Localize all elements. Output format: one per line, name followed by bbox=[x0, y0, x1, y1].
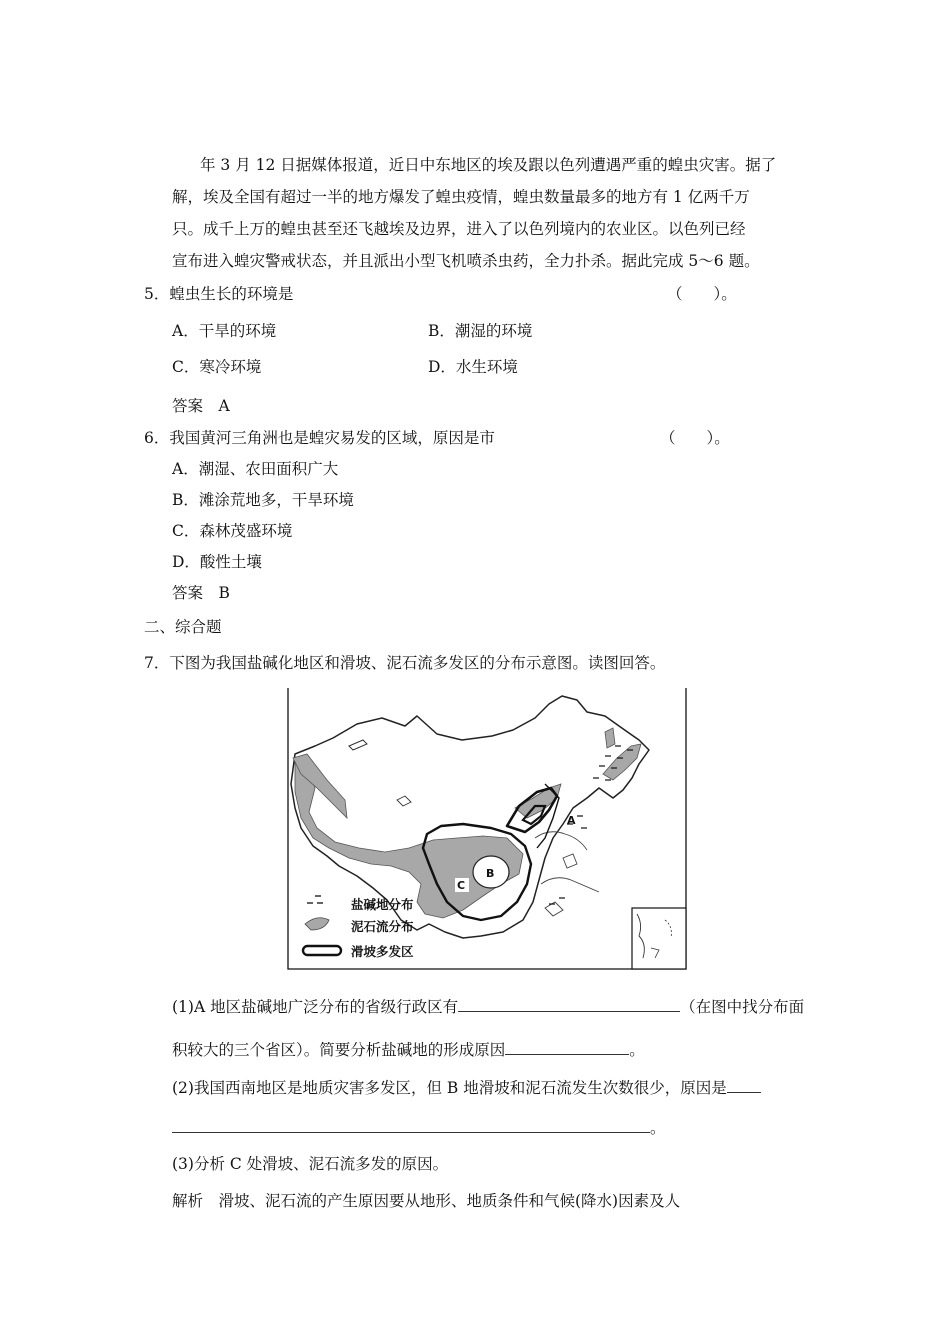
q7-sub1-text-c: 积较大的三个省区）。简要分析盐碱地的形成原因 bbox=[172, 1041, 506, 1059]
q5-option-d: D．水生环境 bbox=[428, 358, 518, 376]
q7-sub2-end: 。 bbox=[650, 1119, 666, 1137]
legend-landslide-icon bbox=[303, 946, 341, 955]
q7-sub1-text-a: (1)A 地区盐碱地广泛分布的省级行政区有 bbox=[172, 998, 459, 1016]
debris-region-ne-small bbox=[605, 728, 615, 748]
q7-stem: 7．下图为我国盐碱化地区和滑坡、泥石流多发区的分布示意图。读图回答。 bbox=[144, 654, 666, 672]
q6-answer: 答案 B bbox=[172, 584, 230, 602]
q6-option-a: A．潮湿、农田面积广大 bbox=[172, 460, 339, 478]
q7-sub1-line1 bbox=[172, 996, 804, 1018]
intro-line-2: 解，埃及全国有超过一半的地方爆发了蝗虫疫情，蝗虫数量最多的地方有 1 亿两千万 bbox=[172, 188, 750, 206]
q7-sub3: (3)分析 C 处滑坡、泥石流多发的原因。 bbox=[172, 1155, 449, 1173]
q7-sub1-blank-2[interactable] bbox=[505, 1040, 629, 1055]
q7-sub1-line2 bbox=[172, 1039, 645, 1061]
q7-sub1-text-b: （在图中找分布面 bbox=[680, 998, 805, 1016]
legend-saline-label: 盐碱地分布 bbox=[351, 897, 414, 912]
q7-sub1-end: 。 bbox=[629, 1041, 645, 1059]
q7-sub1-blank-1[interactable] bbox=[458, 997, 680, 1012]
legend-landslide-label: 滑坡多发区 bbox=[351, 944, 414, 959]
intro-line-3: 只。成千上万的蝗虫甚至还飞越埃及边界，进入了以色列境内的农业区。以色列已经 bbox=[172, 220, 746, 238]
legend-debris-icon bbox=[305, 918, 329, 930]
legend-debris-label: 泥石流分布 bbox=[351, 919, 414, 934]
q7-sub2-blank-2[interactable] bbox=[172, 1118, 650, 1133]
map-letter-a: A bbox=[567, 814, 576, 827]
legend-saline-icon bbox=[307, 896, 323, 903]
debris-region-northeast bbox=[603, 744, 641, 780]
q5-paren: （ ）。 bbox=[667, 285, 737, 303]
q6-paren: （ ）。 bbox=[660, 429, 730, 447]
china-hazard-map bbox=[287, 688, 687, 970]
q7-sub2-line2 bbox=[172, 1117, 666, 1139]
q7-analysis: 解析 滑坡、泥石流的产生原因要从地形、地质条件和气候(降水)因素及人 bbox=[172, 1192, 681, 1210]
q6-stem: 6．我国黄河三角洲也是蝗灾易发的区域，原因是市 bbox=[144, 429, 495, 447]
map-letter-c: C bbox=[457, 879, 466, 892]
intro-line-4: 宣布进入蝗灾警戒状态，并且派出小型飞机喷杀虫药，全力扑杀。据此完成 5～6 题。 bbox=[172, 252, 760, 270]
q5-option-a: A．干旱的环境 bbox=[172, 322, 277, 340]
q5-answer: 答案 A bbox=[172, 397, 230, 415]
q6-option-d: D．酸性土壤 bbox=[172, 553, 262, 571]
q7-sub2-line1 bbox=[172, 1077, 761, 1099]
section-heading: 二、综合题 bbox=[144, 618, 222, 636]
south-sea-inset bbox=[632, 908, 686, 969]
map-letter-b: B bbox=[486, 867, 495, 880]
q7-sub2-text: (2)我国西南地区是地质灾害多发区，但 B 地滑坡和泥石流发生次数很少，原因是 bbox=[172, 1079, 727, 1097]
q5-option-c: C．寒冷环境 bbox=[172, 358, 262, 376]
q6-option-c: C．森林茂盛环境 bbox=[172, 522, 293, 540]
q5-stem: 5．蝗虫生长的环境是 bbox=[144, 285, 294, 303]
q6-option-b: B．滩涂荒地多，干旱环境 bbox=[172, 491, 354, 509]
intro-line-1: 年 3 月 12 日据媒体报道，近日中东地区的埃及跟以色列遭遇严重的蝗虫灾害。据了 bbox=[200, 156, 777, 174]
legend bbox=[303, 896, 414, 959]
q5-option-b: B．潮湿的环境 bbox=[428, 322, 533, 340]
q7-sub2-blank-1[interactable] bbox=[727, 1078, 761, 1093]
